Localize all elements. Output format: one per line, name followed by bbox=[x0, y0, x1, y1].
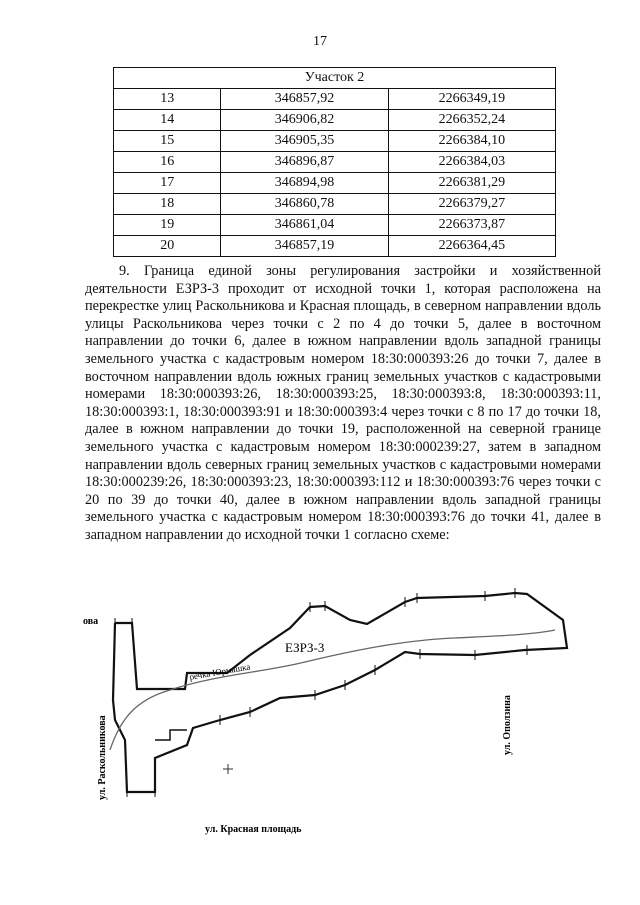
river-label: речка Юрмашка bbox=[188, 661, 252, 682]
street-label-left: ул. Раскольникова bbox=[97, 715, 108, 800]
x-coordinate-cell: 346906,82 bbox=[221, 110, 388, 131]
table-header-row bbox=[114, 68, 556, 89]
point-number-cell: 17 bbox=[114, 173, 221, 194]
zone-boundary-line bbox=[113, 593, 567, 792]
table-row bbox=[114, 131, 556, 152]
street-label-right: ул. Оползина bbox=[502, 695, 513, 755]
x-coordinate-cell: 346861,04 bbox=[221, 215, 388, 236]
coordinates-table bbox=[113, 67, 556, 257]
x-coordinate-cell: 346905,35 bbox=[221, 131, 388, 152]
x-coordinate-cell: 346857,19 bbox=[221, 236, 388, 257]
point-number-cell: 20 bbox=[114, 236, 221, 257]
y-coordinate-cell: 2266379,27 bbox=[388, 194, 555, 215]
point-number-cell: 18 bbox=[114, 194, 221, 215]
table-row bbox=[114, 194, 556, 215]
y-coordinate-cell: 2266349,19 bbox=[388, 89, 555, 110]
table-row bbox=[114, 110, 556, 131]
table-row bbox=[114, 89, 556, 110]
y-coordinate-cell: 2266384,03 bbox=[388, 152, 555, 173]
x-coordinate-cell: 346894,98 bbox=[221, 173, 388, 194]
boundary-scheme-map bbox=[75, 580, 595, 850]
x-coordinate-cell: 346860,78 bbox=[221, 194, 388, 215]
boundary-description-paragraph: 9. Граница единой зоны регулирования застройки и хозяйственной деятельности ЕЗРЗ-3 проходит от исходной точки 1, которая расположена на перекрестке улиц Раскольникова и Красная площадь, в северном направлении вдоль улицы Раскольникова через точки с 2 по 4 до точки 5, далее в восточном направлении до точки 6, далее в южном направлении вдоль западной границы земельного участка с кадастровым номером 18:30:000393:26 до точки 7, далее в восточном направлении вдоль южных границ земельных участков с кадастровыми номерами 18:30:000393:26, 18:30:000393:25, 18:30:000393:8, 18:30:000393:11, 18:30:000393:1, 18:30:000393:91 и 18:30:000393:4 через точки с 8 по 17 до точки 18, далее в южном направлении до точки 19, расположенной на северной границе земельного участка с кадастровым номером 18:30:000239:27, затем в западном направлении вдоль северных границ земельных участков с кадастровыми номерами 18:30:000239:26, 18:30:000393:23, 18:30:000393:112 и 18:30:000393:76 через точки с 20 по 39 до точки 40, далее в южном направлении вдоль западной границы земельного участка с кадастровым номером 18:30:000393:76 до точки 41, далее в западном направлении до исходной точки 1 согласно схеме: bbox=[85, 263, 601, 543]
table-row bbox=[114, 152, 556, 173]
x-coordinate-cell: 346857,92 bbox=[221, 89, 388, 110]
table-row bbox=[114, 173, 556, 194]
street-label-fragment: ова bbox=[83, 616, 99, 627]
street-label-bottom: ул. Красная площадь bbox=[205, 824, 302, 835]
page-number: 17 bbox=[313, 34, 327, 49]
y-coordinate-cell: 2266381,29 bbox=[388, 173, 555, 194]
y-coordinate-cell: 2266384,10 bbox=[388, 131, 555, 152]
zone-label: ЕЗРЗ-3 bbox=[285, 640, 325, 655]
point-number-cell: 19 bbox=[114, 215, 221, 236]
table-row bbox=[114, 215, 556, 236]
y-coordinate-cell: 2266364,45 bbox=[388, 236, 555, 257]
x-coordinate-cell: 346896,87 bbox=[221, 152, 388, 173]
y-coordinate-cell: 2266373,87 bbox=[388, 215, 555, 236]
point-number-cell: 16 bbox=[114, 152, 221, 173]
table-row bbox=[114, 236, 556, 257]
point-number-cell: 14 bbox=[114, 110, 221, 131]
point-number-cell: 13 bbox=[114, 89, 221, 110]
point-number-cell: 15 bbox=[114, 131, 221, 152]
y-coordinate-cell: 2266352,24 bbox=[388, 110, 555, 131]
table-section-header: Участок 2 bbox=[114, 68, 556, 89]
